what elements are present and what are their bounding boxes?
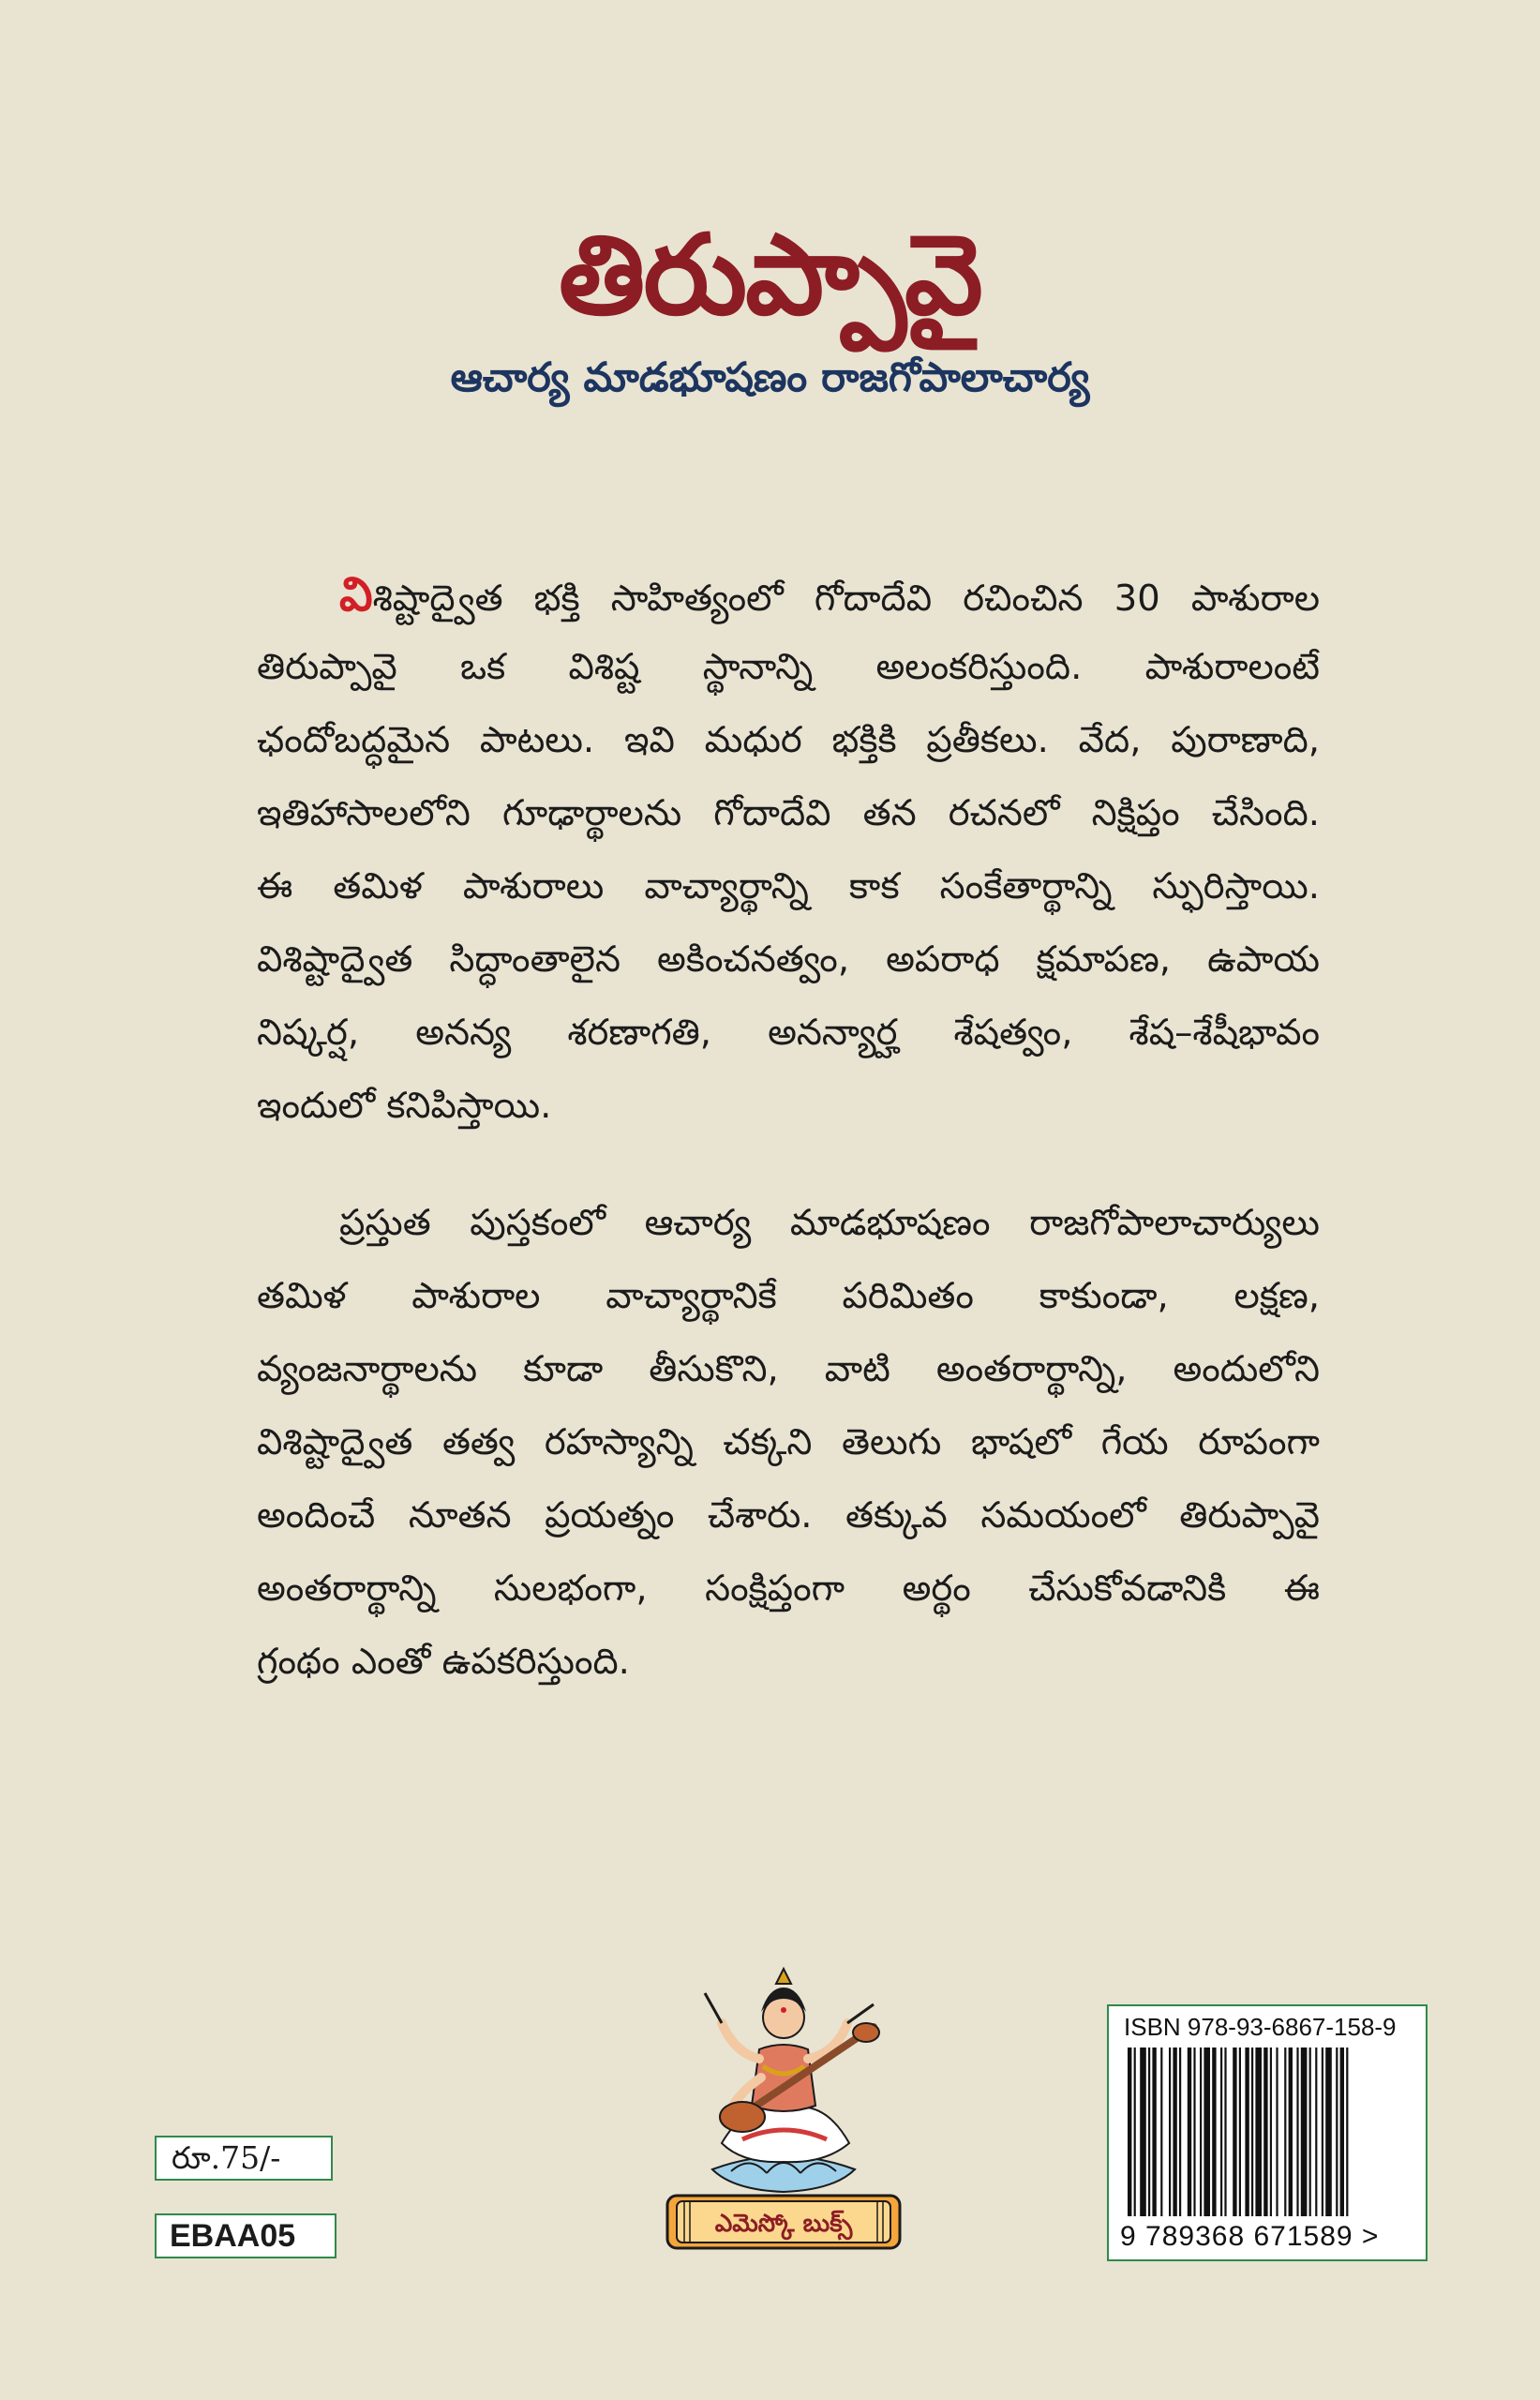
- author-name: ఆచార్య మాడభూషణం రాజగోపాలాచార్య: [450, 354, 1090, 401]
- blurb-line: వ్యంజనార్థాలను కూడా తీసుకొని, వాటి అంతరార్థాన్ని, అందులోని: [257, 1348, 1320, 1390]
- blurb-line: అందించే నూతన ప్రయత్నం చేశారు. తక్కువ సమయంలో తిరుప్పావై: [257, 1494, 1320, 1537]
- blurb-line-text: శిష్టాద్వైత భక్తి సాహిత్యంలో గోదాదేవి రచించిన 30 పాశురాల: [372, 578, 1320, 620]
- blurb-line: ప్రస్తుత పుస్తకంలో ఆచార్య మాడభూషణం రాజగోపాలాచార్యులు: [339, 1202, 1320, 1244]
- book-title: తిరుప్పావై: [559, 210, 981, 339]
- blurb-line: ఇతిహాసాలలోని గూఢార్థాలను గోదాదేవి తన రచనలో నిక్షిప్తం చేసింది.: [257, 792, 1320, 834]
- barcode-icon: [1109, 2048, 1426, 2220]
- blurb-paragraph-2: [257, 1187, 1320, 1699]
- blurb-line: ఇందులో కనిపిస్తాయి.: [257, 1085, 552, 1127]
- publisher-name: ఎమెస్కో బుక్స్: [714, 2210, 853, 2238]
- blurb-line: నిష్కర్ష, అనన్య శరణాగతి, అనన్యార్హ శేషత్వం, శేష–శేషీభావం: [257, 1012, 1320, 1054]
- isbn-barcode: [1107, 2004, 1428, 2261]
- saraswati-veena-icon: [656, 1956, 911, 2256]
- blurb-line: అంతరార్థాన్ని సులభంగా, సంక్షిప్తంగా అర్థం చేసుకోవడానికి ఈ: [257, 1568, 1320, 1610]
- barcode-digits: 9 789368 671589 >: [1120, 2221, 1380, 2252]
- blurb-line: తమిళ పాశురాల వాచ్యార్థానికే పరిమితం కాకుండా, లక్షణ,: [257, 1275, 1320, 1317]
- blurb-line: [257, 558, 1320, 631]
- isbn-number: ISBN 978-93-6867-158-9: [1124, 2013, 1397, 2041]
- price-label: రూ.75/-: [155, 2136, 333, 2181]
- blurb-line: విశిష్టాద్వైత సిద్ధాంతాలైన అకించనత్వం, అపరాధ క్షమాపణ, ఉపాయ: [257, 938, 1320, 981]
- product-code: EBAA05: [155, 2213, 336, 2258]
- blurb-line: తిరుప్పావై ఒక విశిష్ట స్థానాన్ని అలంకరిస్తుంది. పాశురాలంటే: [257, 646, 1320, 688]
- blurb-line: ఈ తమిళ పాశురాలు వాచ్యార్థాన్ని కాక సంకేతార్థాన్ని స్ఫురిస్తాయి.: [257, 865, 1320, 908]
- blurb-line: ఛందోబద్ధమైన పాటలు. ఇవి మధుర భక్తికి ప్రతీకలు. వేద, పురాణాది,: [257, 719, 1320, 761]
- dropcap: వి: [339, 567, 373, 622]
- blurb-line: గ్రంథం ఎంతో ఉపకరిస్తుంది.: [257, 1641, 630, 1683]
- blurb-line: విశిష్టాద్వైత తత్వ రహస్యాన్ని చక్కని తెలుగు భాషలో గేయ రూపంగా: [257, 1421, 1320, 1463]
- publisher-logo: [656, 1956, 911, 2256]
- blurb-paragraph-1: [257, 558, 1320, 1143]
